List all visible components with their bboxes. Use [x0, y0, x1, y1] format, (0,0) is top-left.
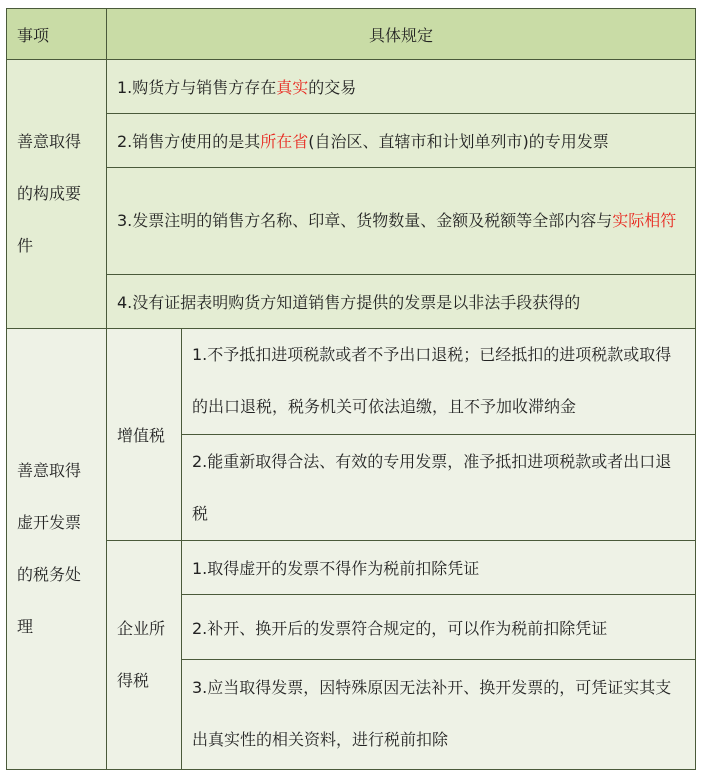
- section1-label: 善意取得的构成要件: [7, 60, 107, 329]
- vat-label: 增值税: [107, 328, 182, 541]
- cit-rule-2: 2.补开、换开后的发票符合规定的，可以作为税前扣除凭证: [182, 595, 696, 659]
- cit-label: 企业所得税: [107, 541, 182, 770]
- table-row: [7, 168, 696, 274]
- header-rules: 具体规定: [107, 9, 696, 60]
- cit-rule-3: 3.应当取得发票，因特殊原因无法补开、换开发票的，可凭证实其支出真实性的相关资料，进行税前扣除: [182, 659, 696, 769]
- section1-rule-3: 3.发票注明的销售方名称、印章、货物数量、金额及税额等全部内容与实际相符: [107, 168, 696, 274]
- table-row: [7, 114, 696, 168]
- vat-rule-2: 2.能重新取得合法、有效的专用发票，准予抵扣进项税款或者出口退税: [182, 435, 696, 541]
- cit-rule-1: 1.取得虚开的发票不得作为税前扣除凭证: [182, 541, 696, 595]
- table-row: [7, 60, 696, 114]
- tax-rules-table: [6, 8, 696, 770]
- table-row: [7, 328, 696, 434]
- vat-rule-1: 1.不予抵扣进项税款或者不予出口退税；已经抵扣的进项税款或取得的出口退税，税务机关可依法追缴，且不予加收滞纳金: [182, 328, 696, 434]
- table-row: [7, 541, 696, 595]
- header-item: 事项: [7, 9, 107, 60]
- table-header-row: [7, 9, 696, 60]
- highlight-text: 实际相符: [612, 211, 677, 231]
- table-row: [7, 274, 696, 328]
- section1-rule-1: 1.购货方与销售方存在真实的交易: [107, 60, 696, 114]
- section1-rule-2: 2.销售方使用的是其所在省(自治区、直辖市和计划单列市)的专用发票: [107, 114, 696, 168]
- section2-label: 善意取得虚开发票的税务处理: [7, 328, 107, 769]
- section1-rule-4: 4.没有证据表明购货方知道销售方提供的发票是以非法手段获得的: [107, 274, 696, 328]
- highlight-text: 真实: [276, 78, 309, 98]
- highlight-text: 所在省: [260, 132, 309, 152]
